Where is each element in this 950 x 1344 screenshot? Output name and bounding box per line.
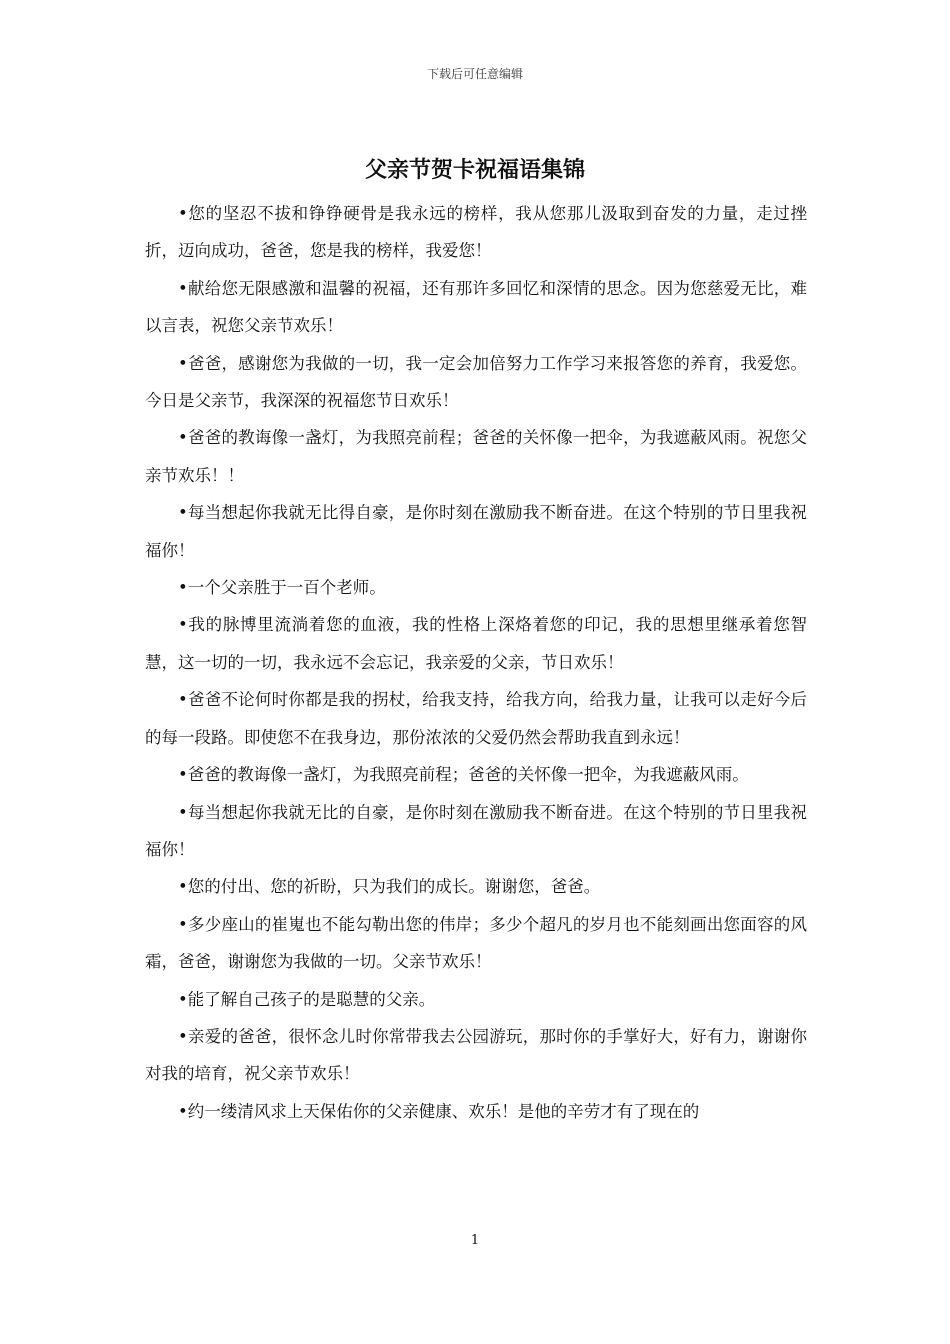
paragraph: •爸爸的教诲像一盏灯，为我照亮前程；爸爸的关怀像一把伞，为我遮蔽风雨。 [178,765,749,785]
paragraph: •我的脉博里流淌着您的血液，我的性格上深烙着您的印记，我的思想里继承着您智慧，这一切的一切，我永远不会忘记，我亲爱的父亲，节日欢乐！ [145,615,807,672]
paragraph: •每当想起你我就无比的自豪，是你时刻在激励我不断奋进。在这个特别的节日里我祝福你！ [145,802,807,859]
page-number: 1 [470,1233,480,1248]
paragraph: •爸爸的教诲像一盏灯，为我照亮前程；爸爸的关怀像一把伞，为我遮蔽风雨。祝您父亲节欢乐！！ [145,428,807,485]
paragraph: •多少座山的崔嵬也不能勾勒出您的伟岸；多少个超凡的岁月也不能刻画出您面容的风霜，爸爸，谢谢您为我做的一切。父亲节欢乐！ [145,914,807,972]
page-header-note: 下载后可任意编辑 [426,67,523,81]
paragraph: •您的坚忍不拔和铮铮硬骨是我永远的榜样，我从您那儿汲取到奋发的力量，走过挫折，迈向成功，爸爸，您是我的榜样，我爱您！ [145,204,807,261]
paragraph: •约一缕清风求上天保佑你的父亲健康、欢乐！是他的辛劳才有了现在的 [178,1101,700,1121]
paragraph: •献给您无限感激和温馨的祝福，还有那许多回忆和深情的思念。因为您慈爱无比，难以言表，祝您父亲节欢乐！ [145,278,807,336]
paragraph: •爸爸不论何时你都是我的拐杖，给我支持，给我方向，给我力量，让我可以走好今后的每一段路。即使您不在我身边，那份浓浓的父爱仍然会帮助我直到永远！ [145,690,807,747]
document-body [145,195,807,1130]
paragraph: •一个父亲胜于一百个老师。 [178,578,386,598]
paragraph: •每当想起你我就无比得自豪，是你时刻在激励我不断奋进。在这个特别的节日里我祝福你！ [145,503,807,560]
paragraph: •亲爱的爸爸，很怀念儿时你常带我去公园游玩，那时你的手掌好大，好有力，谢谢你对我的培育，祝父亲节欢乐！ [145,1026,807,1084]
paragraph: •爸爸，感谢您为我做的一切，我一定会加倍努力工作学习来报答您的养育，我爱您。今日是父亲节，我深深的祝福您节日欢乐！ [145,353,807,411]
paragraph: •能了解自己孩子的是聪慧的父亲。 [178,989,436,1009]
document-title: 父亲节贺卡祝福语集锦 [364,157,585,183]
paragraph: •您的付出、您的祈盼，只为我们的成长。谢谢您，爸爸。 [178,877,601,897]
